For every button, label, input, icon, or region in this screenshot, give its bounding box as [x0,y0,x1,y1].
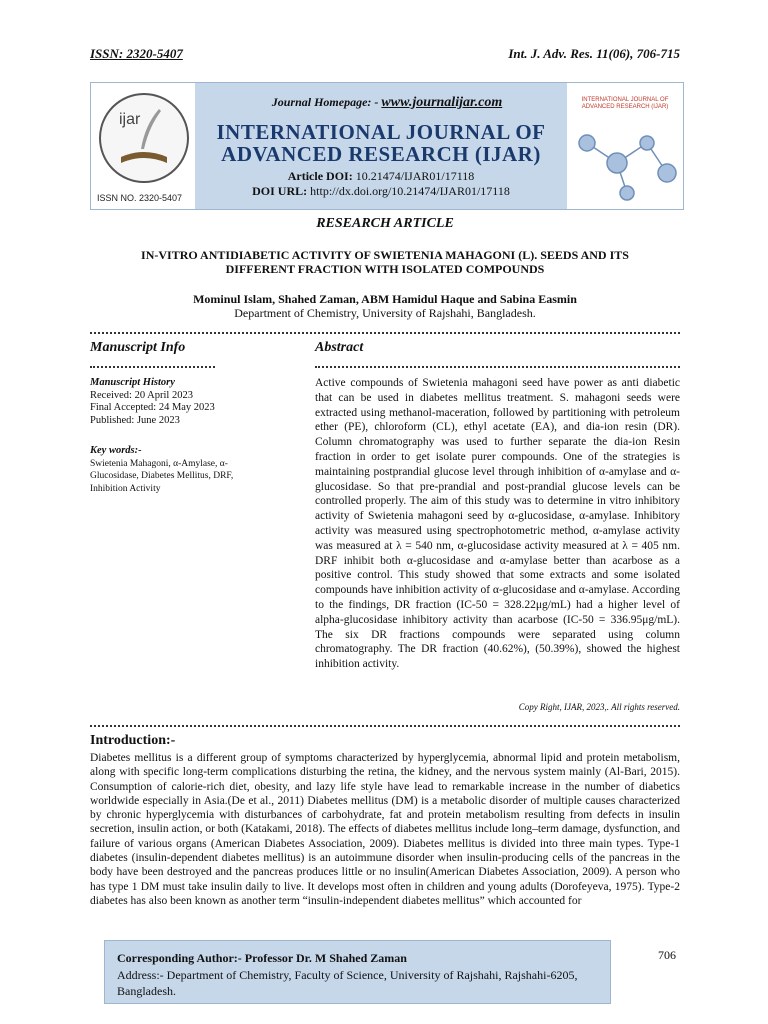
journal-title-line1: INTERNATIONAL JOURNAL OF [216,120,546,144]
authors: Mominul Islam, Shahed Zaman, ABM Hamidul Haque and Sabina Easmin [193,292,577,306]
doi-block [195,169,567,199]
received-date: Received: 20 April 2023 [90,389,193,401]
journal-banner [90,82,684,210]
paper-title-line1: IN-VITRO ANTIDIABETIC ACTIVITY OF SWIETENIA MAHAGONI (L). SEEDS AND ITS [141,248,629,262]
journal-title-line2: ADVANCED RESEARCH (IJAR) [221,142,541,166]
copyright: Copy Right, IJAR, 2023,. All rights reserved. [518,702,680,712]
divider [315,366,680,368]
doi-url-link[interactable]: http://dx.doi.org/10.21474/IJAR01/17118 [310,184,510,198]
divider [90,332,680,334]
divider [90,366,215,368]
page-number: 706 [658,948,676,962]
introduction-text: Diabetes mellitus is a different group of symptoms characterized by hyperglycemia, abnormal lipid and protein metabolism, along with specific long-term complications disturbing the retina, the kidney, and the nervous system mainly (Al-Bari, 2015). Consumption of calorie-rich diet, obesity, and lazy life style have lead to remarkable increase in the number of diabetics worldwide especially in Asia.(De et al., 2011) Diabetes mellitus (DM) is a metabolic disorder of multiple causes characterized by chronic hyperglycemia with disturbances of carbohydrate, fat and protein metabolism resulting from defects in insulin secretion, insulin action, or both (Katakami, 2018). The effects of diabetes mellitus include long–term damage, dysfunction, and failure of various organs (American Diabetes Association, 2009). Diabetes mellitus is divided into three main types. Type-1 diabetes (insulin-dependent diabetes mellitus) is an autoimmune disorder when insulin-producing cells of the pancreas in the body have been destroyed and the pancreas produces little or no insulin(American Diabetes Association, 2009). A person who has type 1 DM must take insulin daily to live. It develops most often in children and young adults (Dorofeyeva, 1975). Type-2 diabetes has also been known as another term “insulin-independent diabetes mellitus” which accounted for [90,752,680,907]
published-date: Published: June 2023 [90,414,180,426]
citation-text: Int. J. Adv. Res. 11(06), 706-715 [508,46,680,61]
paper-title [90,248,680,276]
homepage-label: Journal Homepage: - [271,95,379,109]
paper-title-line2: DIFFERENT FRACTION WITH ISOLATED COMPOUNDS [225,262,545,276]
article-doi: 10.21474/IJAR01/17118 [355,169,475,183]
corresponding-author-box [104,940,611,1004]
keywords-text: Swietenia Mahagoni, α-Amylase, α-Glucosidase, Diabetes Mellitus, DRF, Inhibition Activity [90,458,234,494]
keywords-block [90,445,260,495]
abstract-heading: Abstract [315,340,364,355]
history-heading: Manuscript History [90,377,175,388]
journal-cover-image [567,83,683,209]
divider [90,725,680,727]
corresponding-author: Corresponding Author:- Professor Dr. M Shahed Zaman [117,951,407,965]
article-doi-label: Article DOI: [287,169,353,183]
cover-title: INTERNATIONAL JOURNAL OF ADVANCED RESEARCH (IJAR) [581,97,669,110]
article-type: RESEARCH ARTICLE [316,216,454,231]
manuscript-info-heading: Manuscript Info [90,340,186,355]
doi-url-label: DOI URL: [252,184,308,198]
affiliation: Department of Chemistry, University of Rajshahi, Bangladesh. [234,306,536,320]
logo-issn: ISSN NO. 2320-5407 [97,193,183,203]
manuscript-history [90,377,260,427]
author-address: Address:- Department of Chemistry, Faculty of Science, University of Rajshahi, Rajshahi-6205, Bangladesh. [117,968,578,998]
homepage-link[interactable]: www.journalijar.com [381,95,503,110]
introduction-heading: Introduction:- [90,733,176,748]
running-header [90,46,680,62]
journal-title [195,121,567,165]
abstract-text: Active compounds of Swietenia mahagoni seed have power as anti diabetic that can be used in diabetes mellitus treatment. S. mahagoni seeds were extracted using methanol-maceration, followed by partitioning with petroleum ether (PE), chloroform (CL), ethyl acetate (EA), and dia-ion resin (DR). Column chromatography was used to further separate the dia-ion Resin fraction in order to get isolate purer compounds. One of the strategies is maintaining postprandial glucose level through inhibition of α-amylase and α-glucosidase. So that pre-prandial and post-prandial glucose levels can be controlled properly. The aim of this study was to determine in vitro inhibitory activity of Swietenia mahagoni seed by α-glucosidase, α-amylase. Inhibitory activity was measured using spectrophotometric method, α-amylase activity was measured at λ = 540 nm, α-glucosidase activity measured at λ = 405 nm. DRF inhibit both α-glucosidase and α-amylase better than acarbose as a positive control. This study showed that some extracts and some isolated compounds have inhibition activity of α-glucosidase and α-amylase. According to the findings, DR fraction (IC-50 = 328.22μg/mL) had a higher level of alpha-glucosidase inhibitory activity than acarbose (IC-50 = 336.95μg/mL). The six DR fractions compounds were separated using column chromatography. The DR fraction (40.62%), (50.39%), showed the highest inhibition activity. [315,377,680,671]
accepted-date: Final Accepted: 24 May 2023 [90,402,215,413]
logo-text: ijar [119,111,141,128]
keywords-heading: Key words:- [90,445,142,456]
issn-text: ISSN: 2320-5407 [90,46,183,61]
